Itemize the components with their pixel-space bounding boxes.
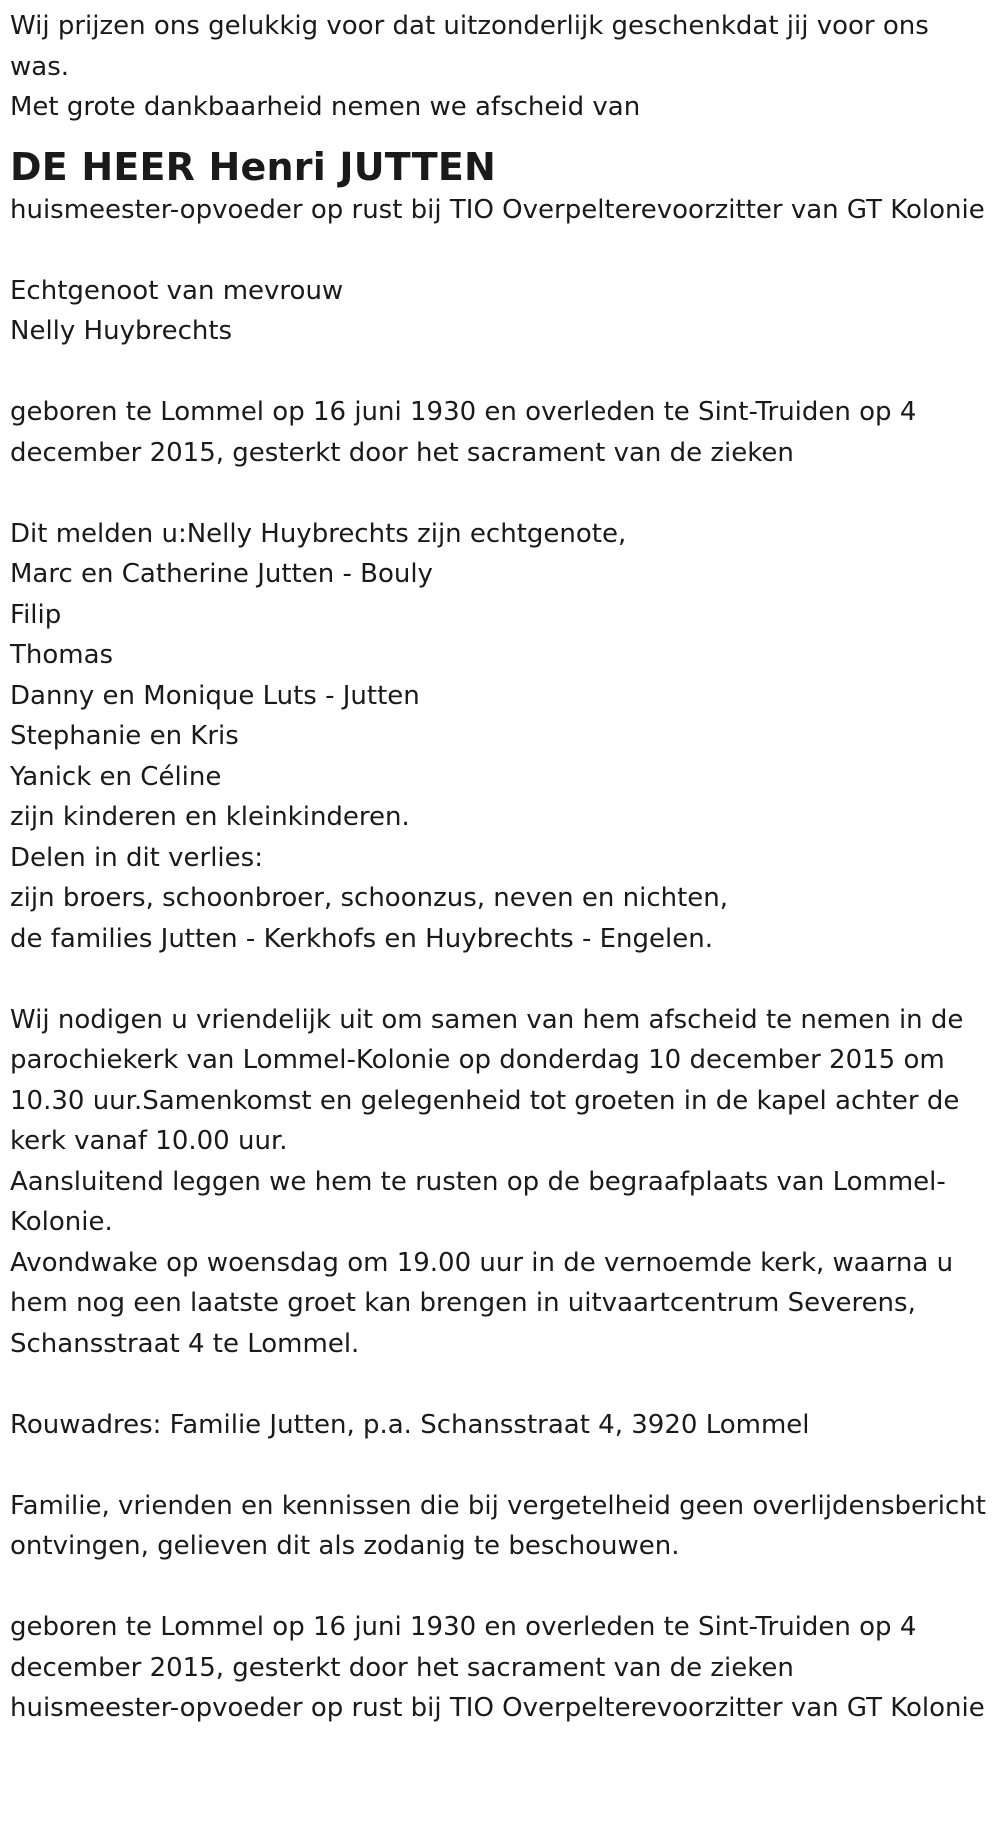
family-line: de families Jutten - Kerkhofs en Huybrechts - Engelen. bbox=[10, 923, 713, 954]
footer-birth-death: geboren te Lommel op 16 juni 1930 en overleden te Sint-Truiden op 4 december 2015, gesterkt door het sacrament van de zieken bbox=[10, 1612, 917, 1683]
spacer bbox=[10, 1364, 990, 1405]
family-line: Yanick en Céline bbox=[10, 761, 222, 792]
spacer bbox=[10, 1567, 990, 1608]
ceremony-block bbox=[10, 1000, 990, 1365]
deceased-title: huismeester-opvoeder op rust bij TIO Overpelterevoorzitter van GT Kolonie bbox=[10, 194, 985, 225]
spouse-label: Echtgenoot van mevrouw bbox=[10, 275, 344, 306]
family-line: zijn broers, schoonbroer, schoonzus, neven en nichten, bbox=[10, 883, 729, 913]
family-line: Stephanie en Kris bbox=[10, 721, 239, 751]
footer-title: huismeester-opvoeder op rust bij TIO Overpelterevoorzitter van GT Kolonie bbox=[10, 1693, 985, 1723]
family-line: Thomas bbox=[10, 640, 114, 670]
family-line: Marc en Catherine Jutten - Bouly bbox=[10, 559, 433, 589]
intro-line-1: Wij prijzen ons gelukkig voor dat uitzonderlijk geschenkdat jij voor ons was. bbox=[10, 11, 929, 82]
spacer bbox=[10, 352, 990, 393]
spacer bbox=[10, 1445, 990, 1486]
family-line: Danny en Monique Luts - Jutten bbox=[10, 680, 420, 711]
family-line: Delen in dit verlies: bbox=[10, 842, 263, 873]
spouse-name: Nelly Huybrechts bbox=[10, 316, 233, 346]
intro-line-2: Met grote dankbaarheid nemen we afscheid van bbox=[10, 92, 641, 122]
spacer bbox=[10, 959, 990, 1000]
family-line: Filip bbox=[10, 599, 62, 630]
birth-death-text: geboren te Lommel op 16 juni 1930 en overleden te Sint-Truiden op 4 december 2015, gesterkt door het sacrament van de zieken bbox=[10, 397, 917, 468]
family-line: Dit melden u:Nelly Huybrechts zijn echtgenote, bbox=[10, 518, 627, 549]
spacer bbox=[10, 230, 990, 271]
ceremony-invitation: Wij nodigen u vriendelijk uit om samen van hem afscheid te nemen in de parochiekerk van Lommel-Kolonie op donderdag 10 december 2015 om 10.30 uur.Samenkomst en gelegenheid tot groeten in de kapel achter de kerk vanaf 10.00 uur. bbox=[10, 1004, 964, 1156]
spouse-block bbox=[10, 271, 990, 352]
notice-text: Familie, vrienden en kennissen die bij vergetelheid geen overlijdensbericht ontvingen, gelieven dit als zodanig te beschouwen. bbox=[10, 1490, 986, 1561]
intro-text bbox=[10, 6, 990, 128]
family-line: zijn kinderen en kleinkinderen. bbox=[10, 802, 410, 832]
mourning-address: Rouwadres: Familie Jutten, p.a. Schansstraat 4, 3920 Lommel bbox=[10, 1409, 810, 1440]
spacer bbox=[10, 473, 990, 514]
deceased-name: DE HEER Henri JUTTEN bbox=[10, 144, 497, 189]
family-list bbox=[10, 514, 990, 960]
ceremony-burial: Aansluitend leggen we hem te rusten op de begraafplaats van Lommel-Kolonie. bbox=[10, 1166, 946, 1237]
footer-block bbox=[10, 1607, 990, 1729]
ceremony-wake: Avondwake op woensdag om 19.00 uur in de vernoemde kerk, waarna u hem nog een laatste groet kan brengen in uitvaartcentrum Severens, Schansstraat 4 te Lommel. bbox=[10, 1247, 954, 1359]
